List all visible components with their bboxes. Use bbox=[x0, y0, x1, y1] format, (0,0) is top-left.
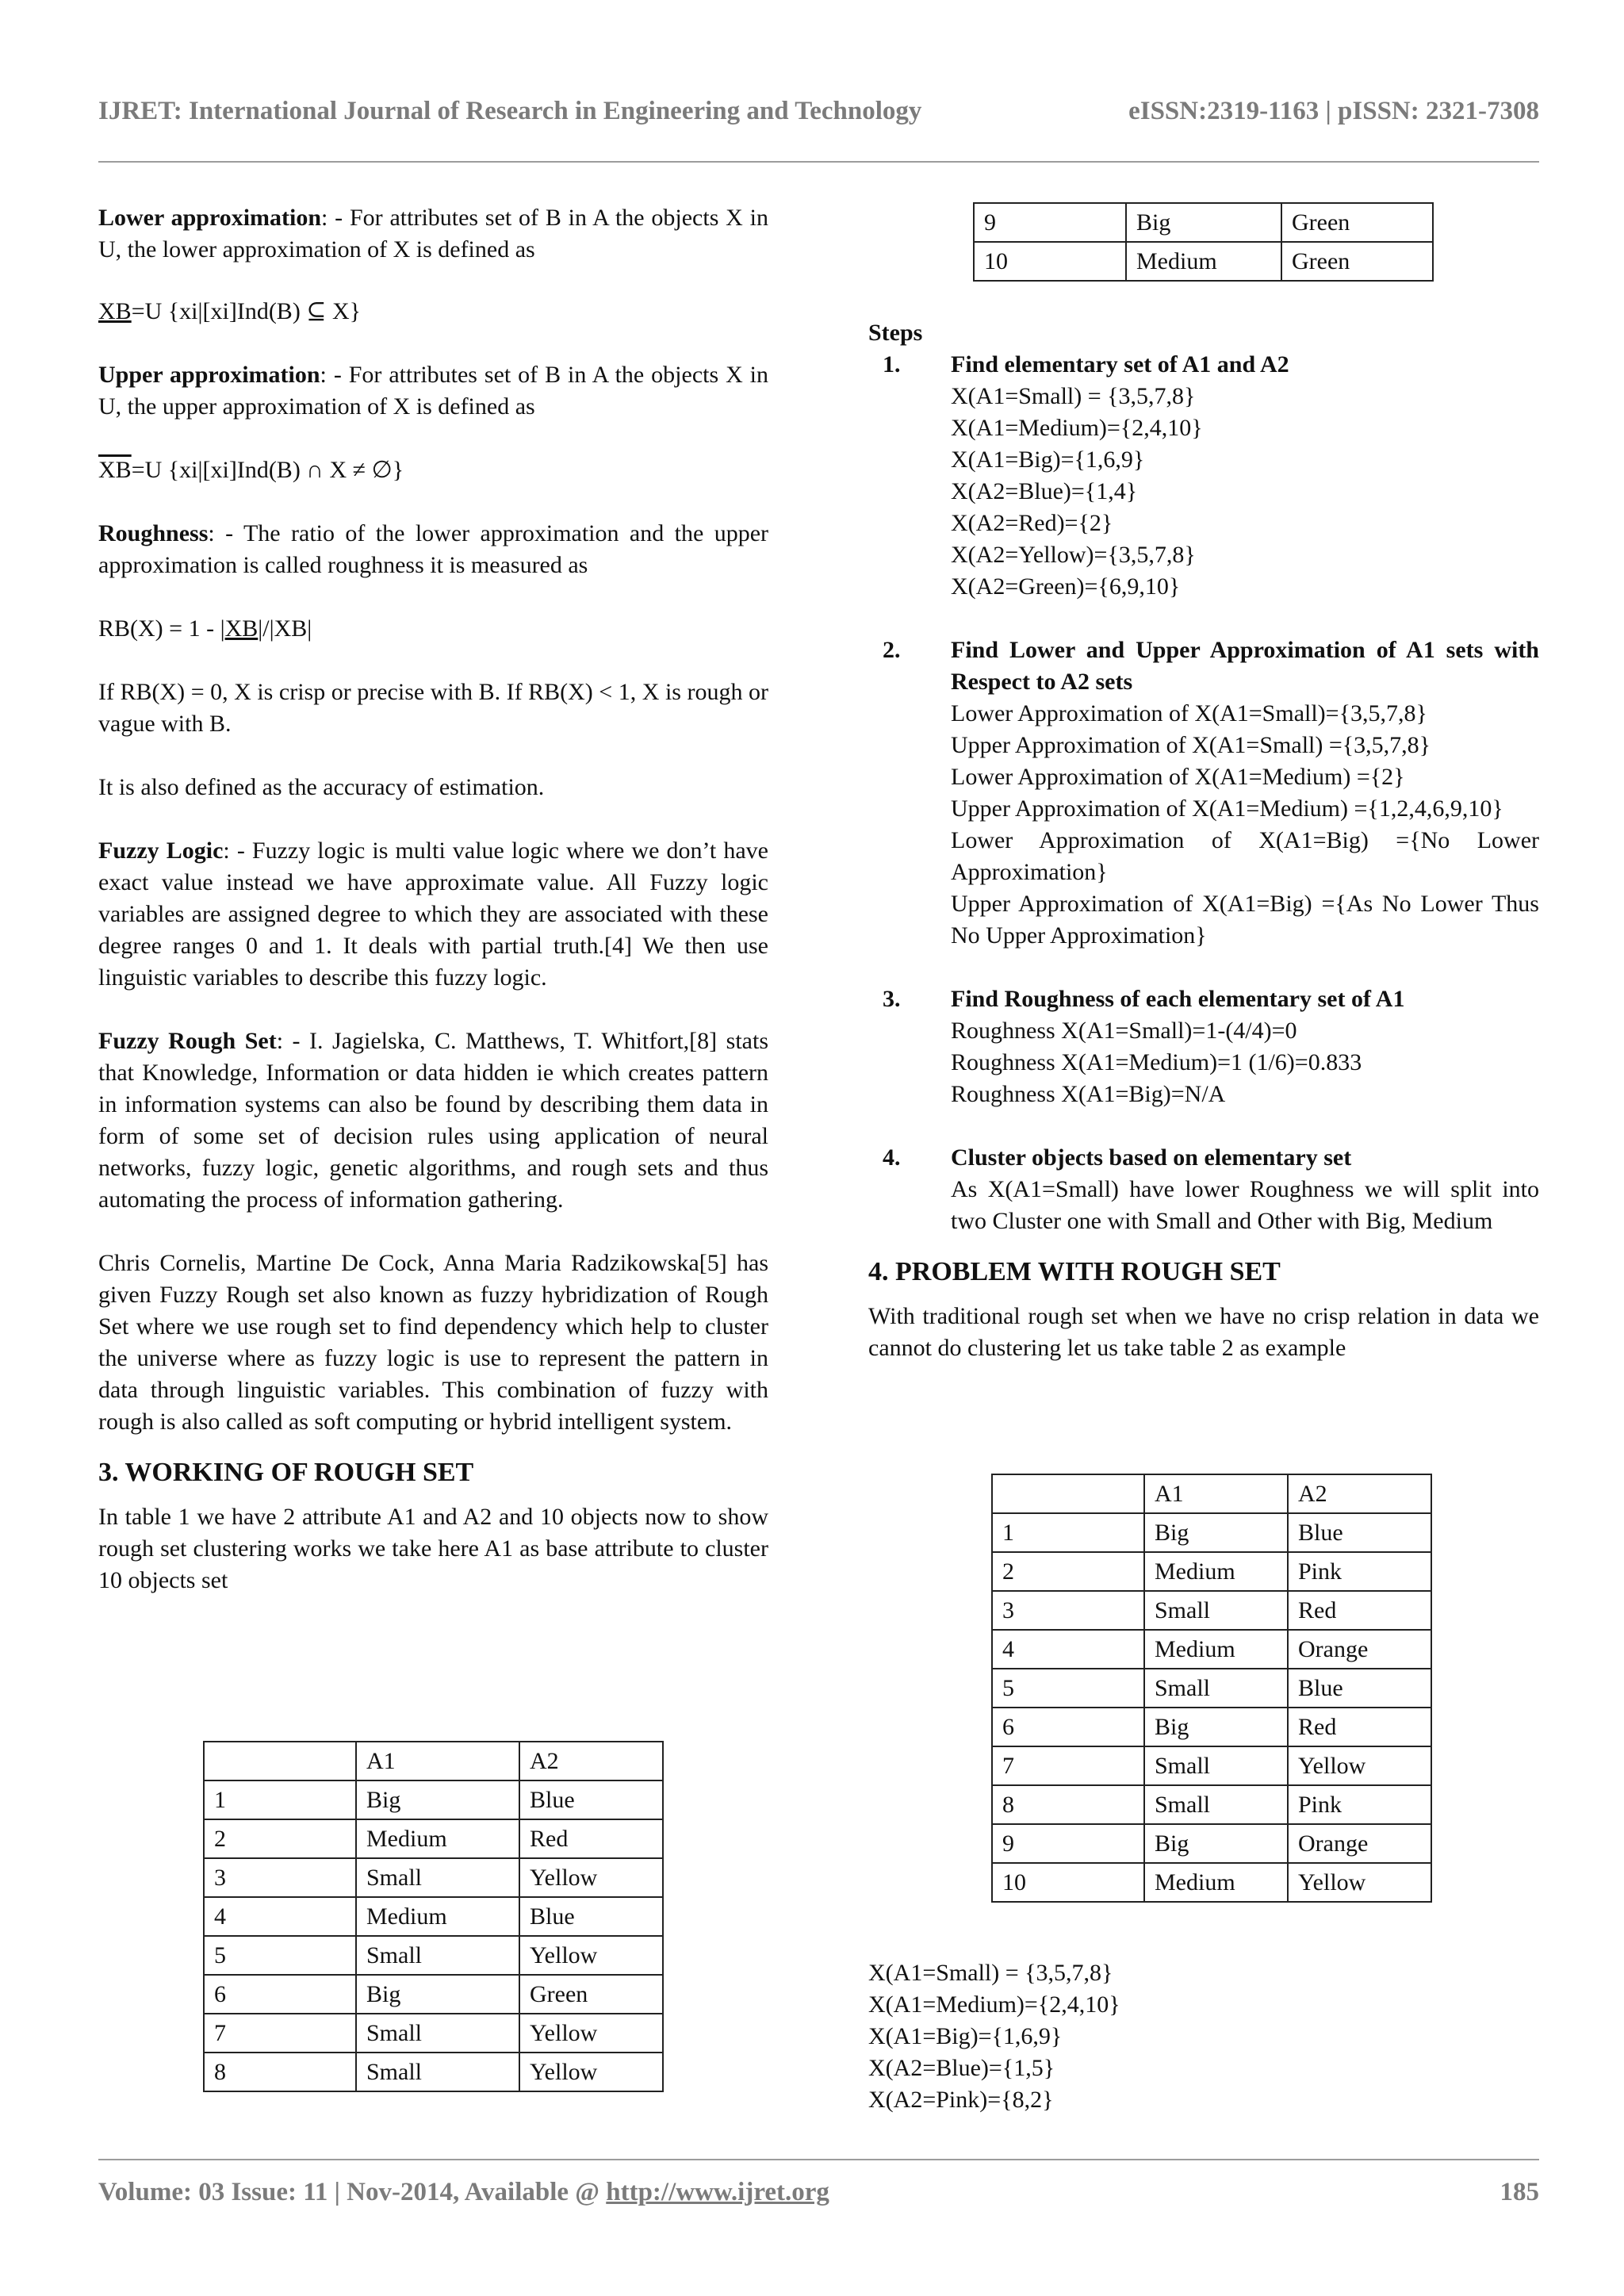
step-line: X(A2=Red)={2} bbox=[951, 510, 1113, 536]
step-heading: Find Roughness of each elementary set of A1 bbox=[951, 986, 1405, 1012]
journal-title: IJRET: International Journal of Research in Engineering and Technology bbox=[98, 97, 922, 125]
footer-rule bbox=[98, 2159, 1539, 2160]
table-row bbox=[992, 1746, 1431, 1785]
table-cell: Medium bbox=[1144, 1552, 1288, 1591]
step-3 bbox=[868, 983, 1539, 1110]
table-cell: Yellow bbox=[519, 2014, 663, 2053]
table-cell: Yellow bbox=[519, 1936, 663, 1975]
roughness-text: : - The ratio of the lower approximation and the upper approximation is called roughness it is measured as bbox=[98, 520, 768, 578]
table-cell: 10 bbox=[974, 242, 1126, 281]
table-1-continued bbox=[973, 202, 1434, 282]
table-row bbox=[992, 1785, 1431, 1824]
table-cell: 4 bbox=[204, 1897, 356, 1936]
table-header-cell: A1 bbox=[356, 1742, 519, 1780]
table-cell: Yellow bbox=[519, 1858, 663, 1897]
table-cell: Small bbox=[1144, 1746, 1288, 1785]
table-cell: Big bbox=[1144, 1708, 1288, 1746]
upper-formula-rest: =U {xi|[xi]Ind(B) ∩ X ≠ ∅} bbox=[131, 457, 404, 483]
set-line: X(A1=Small) = {3,5,7,8} bbox=[868, 1960, 1113, 1986]
table-row bbox=[992, 1591, 1431, 1630]
step-number: 4. bbox=[883, 1144, 901, 1171]
step-line: X(A1=Small) = {3,5,7,8} bbox=[951, 383, 1196, 409]
table-row bbox=[204, 1780, 663, 1819]
step-number: 3. bbox=[883, 986, 901, 1012]
journal-link[interactable]: http://www.ijret.org bbox=[606, 2178, 829, 2206]
step-line: Lower Approximation of X(A1=Small)={3,5,7,8} bbox=[951, 700, 1427, 726]
upper-formula-symbol: $\overline{XB}$ bbox=[98, 457, 132, 483]
table-cell: Pink bbox=[1288, 1785, 1431, 1824]
upper-approximation-term: Upper approximation bbox=[98, 362, 320, 388]
table-cell: Medium bbox=[1144, 1863, 1288, 1902]
table-header-row bbox=[204, 1742, 663, 1780]
step-heading: Cluster objects based on elementary set bbox=[951, 1144, 1352, 1171]
step-line: Roughness X(A1=Small)=1-(4/4)=0 bbox=[951, 1018, 1297, 1044]
table-cell: Medium bbox=[356, 1819, 519, 1858]
fuzzy-rough-set-term: Fuzzy Rough Set bbox=[98, 1028, 277, 1054]
table-cell: Small bbox=[356, 2014, 519, 2053]
table-row bbox=[204, 2014, 663, 2053]
set-line: X(A1=Big)={1,6,9} bbox=[868, 2023, 1063, 2049]
table-cell: 2 bbox=[204, 1819, 356, 1858]
step-line: Lower Approximation of X(A1=Big) ={No Lower Approximation} bbox=[951, 827, 1539, 885]
table-cell: Red bbox=[1288, 1708, 1431, 1746]
table-cell: Medium bbox=[1126, 242, 1281, 281]
lower-approximation-term: Lower approximation bbox=[98, 205, 322, 231]
table-row bbox=[204, 1936, 663, 1975]
table-row bbox=[992, 1669, 1431, 1708]
table-row bbox=[204, 1975, 663, 2014]
table-row bbox=[992, 1513, 1431, 1552]
table-cell: 3 bbox=[204, 1858, 356, 1897]
step-line: Upper Approximation of X(A1=Medium) ={1,2,4,6,9,10} bbox=[951, 795, 1503, 822]
header-rule bbox=[98, 161, 1539, 163]
step-body bbox=[951, 983, 1539, 1110]
step-line: X(A2=Green)={6,9,10} bbox=[951, 573, 1181, 600]
lower-approximation-text: : - For attributes set of B in A the objects X in U, the lower approximation of X is defined as bbox=[98, 205, 768, 263]
fuzzy-logic-paragraph bbox=[98, 835, 768, 994]
table-cell: 7 bbox=[992, 1746, 1144, 1785]
fuzzy-logic-term: Fuzzy Logic bbox=[98, 838, 224, 864]
table-2 bbox=[991, 1474, 1432, 1903]
fuzzy-rough-set-text: : - I. Jagielska, C. Matthews, T. Whitfort,[8] stats that Knowledge, Information or data hidden ie which creates pattern in information systems can also be found by describing them data in form of some set of decision rules using application of neural networks, fuzzy logic, genetic algorithms, and rough sets and thus automating the process of information gathering. bbox=[98, 1028, 768, 1213]
right-column bbox=[868, 317, 1539, 1396]
step-heading: Find Lower and Upper Approximation of A1 sets with Respect to A2 sets bbox=[951, 637, 1539, 695]
page-number: 185 bbox=[1500, 2178, 1539, 2206]
table-row bbox=[992, 1824, 1431, 1863]
lower-formula-rest: =U {xi|[xi]Ind(B) ⊆ X} bbox=[131, 298, 362, 324]
table-header-cell: A2 bbox=[519, 1742, 663, 1780]
table-cell: Orange bbox=[1288, 1630, 1431, 1669]
lower-formula-symbol: XB bbox=[98, 298, 132, 324]
step-line: X(A1=Medium)={2,4,10} bbox=[951, 415, 1203, 441]
upper-approximation-paragraph bbox=[98, 359, 768, 423]
section-4-heading: 4. PROBLEM WITH ROUGH SET bbox=[868, 1257, 1281, 1286]
table-cell: 2 bbox=[992, 1552, 1144, 1591]
fuzzy-rough-set-paragraph bbox=[98, 1025, 768, 1216]
running-header bbox=[98, 97, 1539, 126]
footer-left bbox=[98, 2178, 829, 2207]
step-line: X(A2=Yellow)={3,5,7,8} bbox=[951, 542, 1196, 568]
step-heading: Find elementary set of A1 and A2 bbox=[951, 351, 1289, 378]
table-cell: Blue bbox=[519, 1780, 663, 1819]
step-1 bbox=[868, 349, 1539, 603]
step-number: 2. bbox=[883, 637, 901, 663]
table-cell: 7 bbox=[204, 2014, 356, 2053]
step-body bbox=[951, 349, 1539, 603]
table-cell: 10 bbox=[992, 1863, 1144, 1902]
table-cell: Green bbox=[1281, 242, 1433, 281]
step-body bbox=[951, 1142, 1539, 1237]
step-line: Roughness X(A1=Medium)=1 (1/6)=0.833 bbox=[951, 1049, 1362, 1075]
upper-approximation-text: : - For attributes set of B in A the objects X in U, the upper approximation of X is defined as bbox=[98, 362, 769, 420]
table-header-cell bbox=[992, 1474, 1144, 1513]
step-2 bbox=[868, 634, 1539, 952]
crisp-paragraph: If RB(X) = 0, X is crisp or precise with B. If RB(X) < 1, X is rough or vague with B. bbox=[98, 679, 768, 737]
table-cell: 6 bbox=[992, 1708, 1144, 1746]
section-3-intro: In table 1 we have 2 attribute A1 and A2 and 10 objects now to show rough set clustering works we take here A1 as base attribute to cluster 10 objects set bbox=[98, 1504, 768, 1593]
table-cell: Pink bbox=[1288, 1552, 1431, 1591]
table-1 bbox=[203, 1741, 664, 2092]
table-cell: 9 bbox=[974, 203, 1126, 242]
table-cell: Big bbox=[1144, 1513, 1288, 1552]
table-header-cell bbox=[204, 1742, 356, 1780]
table-cell: 8 bbox=[204, 2053, 356, 2091]
table-cell: 5 bbox=[992, 1669, 1144, 1708]
table-cell: Blue bbox=[1288, 1669, 1431, 1708]
roughness-formula bbox=[98, 613, 768, 645]
accuracy-paragraph: It is also defined as the accuracy of estimation. bbox=[98, 774, 545, 800]
set-line: X(A2=Blue)={1,5} bbox=[868, 2055, 1055, 2081]
table-cell: 4 bbox=[992, 1630, 1144, 1669]
table-cell: Blue bbox=[1288, 1513, 1431, 1552]
elementary-sets bbox=[868, 1957, 1539, 2116]
table-cell: Yellow bbox=[519, 2053, 663, 2091]
table-cell: 1 bbox=[204, 1780, 356, 1819]
step-line: Upper Approximation of X(A1=Small) ={3,5,7,8} bbox=[951, 732, 1431, 758]
table-cell: Green bbox=[1281, 203, 1433, 242]
table-cell: Big bbox=[1144, 1824, 1288, 1863]
table-header-cell: A1 bbox=[1144, 1474, 1288, 1513]
step-number: 1. bbox=[883, 351, 901, 378]
table-row bbox=[204, 2053, 663, 2091]
lower-approximation-paragraph bbox=[98, 202, 768, 266]
table-header-cell: A2 bbox=[1288, 1474, 1431, 1513]
steps-title: Steps bbox=[868, 320, 923, 346]
table-cell: Small bbox=[1144, 1785, 1288, 1824]
table-row bbox=[992, 1552, 1431, 1591]
table-cell: Small bbox=[1144, 1669, 1288, 1708]
table-cell: Orange bbox=[1288, 1824, 1431, 1863]
running-footer bbox=[98, 2178, 1539, 2207]
roughness-term: Roughness bbox=[98, 520, 209, 546]
table-cell: Small bbox=[1144, 1591, 1288, 1630]
table-row bbox=[992, 1863, 1431, 1902]
table-cell: Big bbox=[356, 1975, 519, 2014]
step-line: X(A1=Big)={1,6,9} bbox=[951, 447, 1145, 473]
table-cell: 5 bbox=[204, 1936, 356, 1975]
cornelis-paragraph: Chris Cornelis, Martine De Cock, Anna Maria Radzikowska[5] has given Fuzzy Rough set also known as fuzzy hybridization of Rough Set where we use rough set to find dependency which help to cluster the universe where as fuzzy logic is use to represent the pattern in data through linguistic variables. This combination of fuzzy with rough is also called as soft computing or hybrid intelligent system. bbox=[98, 1250, 768, 1435]
step-line: Upper Approximation of X(A1=Big) ={As No Lower Thus No Upper Approximation} bbox=[951, 891, 1539, 949]
table-cell: Red bbox=[519, 1819, 663, 1858]
table-row bbox=[992, 1708, 1431, 1746]
rb-formula-a: RB(X) = 1 - | bbox=[98, 615, 225, 642]
step-line: Roughness X(A1=Big)=N/A bbox=[951, 1081, 1226, 1107]
table-cell: Big bbox=[1126, 203, 1281, 242]
set-line: X(A2=Pink)={8,2} bbox=[868, 2087, 1054, 2113]
issn: eISSN:2319-1163 | pISSN: 2321-7308 bbox=[1128, 97, 1539, 125]
section-4-intro: With traditional rough set when we have no crisp relation in data we cannot do clustering let us take table 2 as example bbox=[868, 1303, 1539, 1361]
table-cell: Yellow bbox=[1288, 1863, 1431, 1902]
table-row bbox=[204, 1897, 663, 1936]
table-cell: Medium bbox=[356, 1897, 519, 1936]
table-cell: Small bbox=[356, 1858, 519, 1897]
set-line: X(A1=Medium)={2,4,10} bbox=[868, 1991, 1120, 2018]
volume-text: Volume: 03 Issue: 11 | Nov-2014, Available @ bbox=[98, 2178, 607, 2206]
section-3-heading: 3. WORKING OF ROUGH SET bbox=[98, 1458, 474, 1487]
table-cell: 1 bbox=[992, 1513, 1144, 1552]
table-row bbox=[992, 1630, 1431, 1669]
table-row bbox=[204, 1819, 663, 1858]
left-column bbox=[98, 202, 768, 1628]
step-4 bbox=[868, 1142, 1539, 1237]
table-row bbox=[974, 242, 1433, 281]
table-cell: Big bbox=[356, 1780, 519, 1819]
table-cell: 6 bbox=[204, 1975, 356, 2014]
step-line: X(A2=Blue)={1,4} bbox=[951, 478, 1138, 504]
step-body bbox=[951, 634, 1539, 952]
table-cell: Blue bbox=[519, 1897, 663, 1936]
rb-formula-b: |/|XB| bbox=[258, 615, 312, 642]
table-cell: 8 bbox=[992, 1785, 1144, 1824]
table-cell: 3 bbox=[992, 1591, 1144, 1630]
table-row bbox=[974, 203, 1433, 242]
table-cell: Red bbox=[1288, 1591, 1431, 1630]
table-cell: Medium bbox=[1144, 1630, 1288, 1669]
step-line: Lower Approximation of X(A1=Medium) ={2} bbox=[951, 764, 1405, 790]
upper-formula bbox=[98, 454, 768, 486]
roughness-paragraph bbox=[98, 518, 768, 581]
table-cell: 9 bbox=[992, 1824, 1144, 1863]
table-cell: Small bbox=[356, 1936, 519, 1975]
table-header-row bbox=[992, 1474, 1431, 1513]
table-cell: Yellow bbox=[1288, 1746, 1431, 1785]
table-cell: Small bbox=[356, 2053, 519, 2091]
rb-formula-symbol: XB bbox=[224, 615, 259, 642]
step-line: As X(A1=Small) have lower Roughness we will split into two Cluster one with Small and Other with Big, Medium bbox=[951, 1176, 1539, 1234]
table-row bbox=[204, 1858, 663, 1897]
table-cell: Green bbox=[519, 1975, 663, 2014]
fuzzy-logic-text: : - Fuzzy logic is multi value logic where we don’t have exact value instead we have approximate value. All Fuzzy logic variables are assigned degree to which they are associated with these degree ranges 0 and 1. It deals with partial truth.[4] We then use linguistic variables to describe this fuzzy logic. bbox=[98, 838, 768, 991]
lower-formula bbox=[98, 296, 768, 328]
